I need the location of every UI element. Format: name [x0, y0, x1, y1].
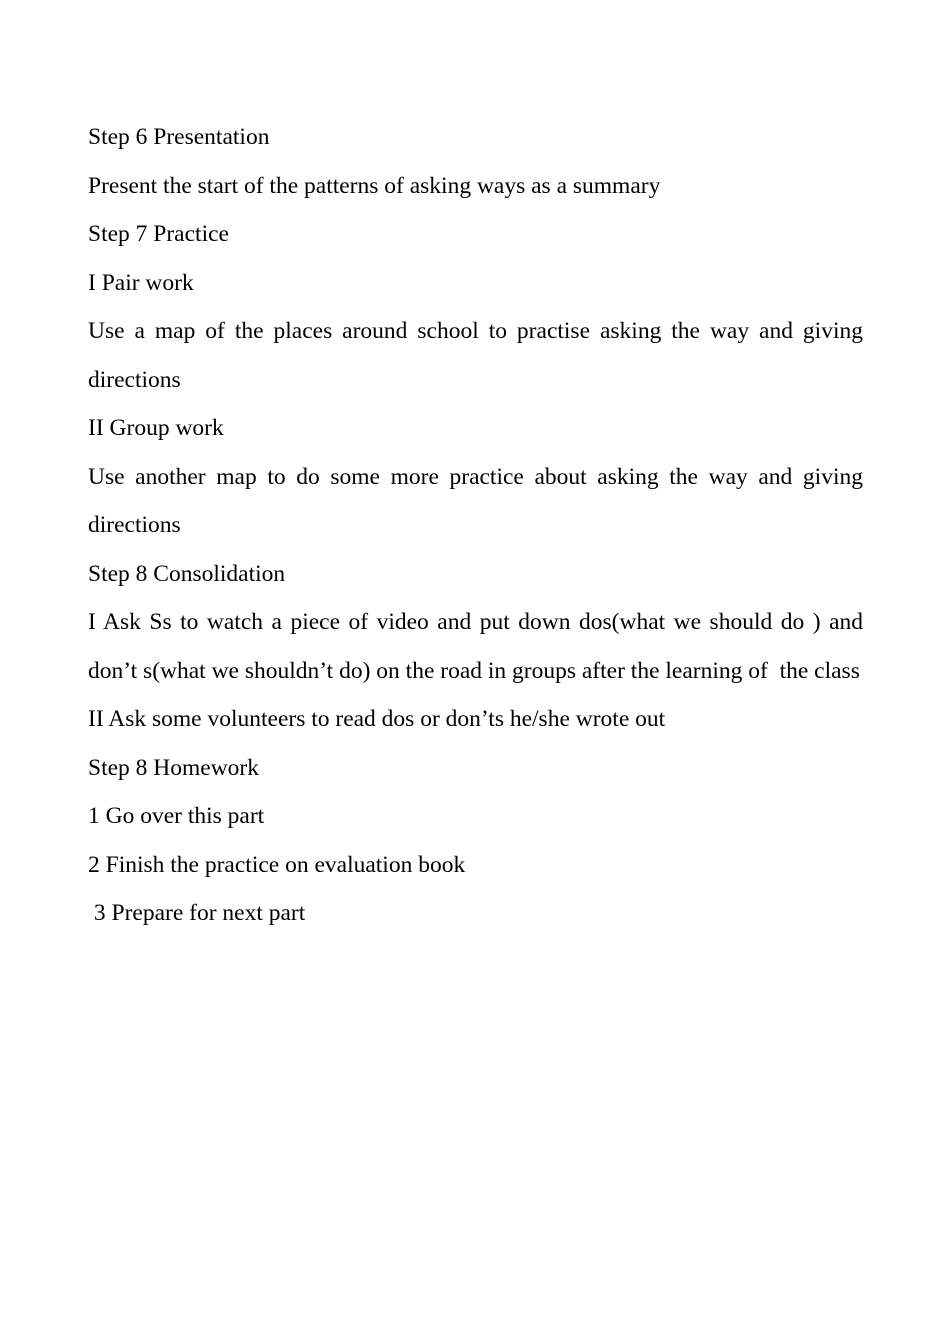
group-work-text: Use another map to do some more practice about asking the way and giving directions: [88, 463, 869, 538]
homework-item-1: 1 Go over this part: [88, 803, 265, 829]
heading-step-7: Step 7 Practice: [88, 221, 229, 247]
consolidation-item-2: II Ask some volunteers to read dos or don’ts he/she wrote out: [88, 706, 666, 732]
pair-work-text: Use a map of the places around school to practise asking the way and giving directions: [88, 318, 869, 393]
group-work-label: II Group work: [88, 415, 224, 441]
homework-item-2: 2 Finish the practice on evaluation book: [88, 851, 466, 878]
heading-step-6: Step 6 Presentation: [88, 124, 270, 150]
step-6-text: Present the start of the patterns of asking ways as a summary: [88, 172, 661, 199]
heading-step-8-consolidation: Step 8 Consolidation: [88, 560, 286, 587]
document-body: [88, 113, 869, 938]
pair-work-label: I Pair work: [88, 269, 194, 296]
homework-item-3: 3 Prepare for next part: [88, 900, 306, 926]
heading-step-8-homework: Step 8 Homework: [88, 754, 260, 781]
consolidation-item-1: I Ask Ss to watch a piece of video and put down dos(what we should do ) and don’t s(what we shouldn’t do) on the road in groups after the learning of the class: [88, 609, 869, 684]
